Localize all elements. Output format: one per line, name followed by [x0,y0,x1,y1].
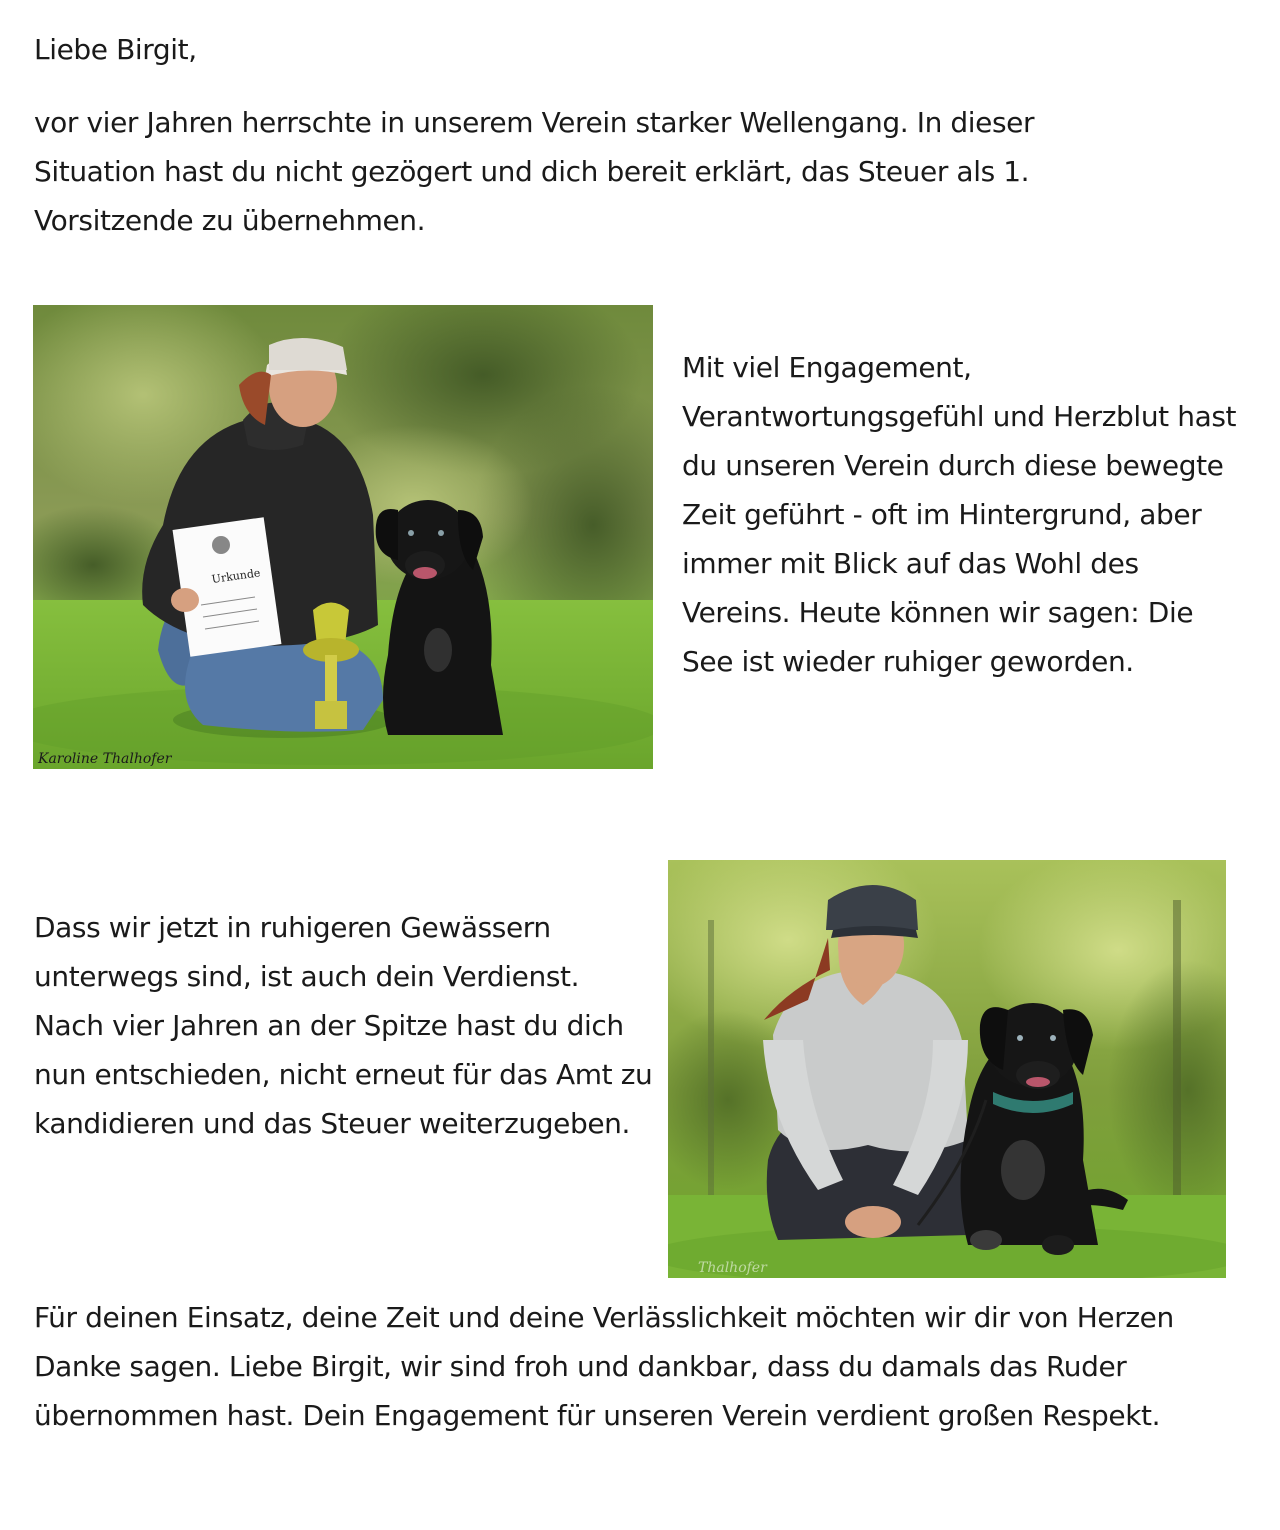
letter-paragraph-4: Für deinen Einsatz, deine Zeit und deine Verlässlichkeit möchten wir dir von Herzen Danke sagen. Liebe Birgit, wir sind froh und dankbar, dass du damals das Ruder übernommen hast. Dein Engagement für unseren Verein verdient großen Respekt. [34,1301,1174,1432]
letter-greeting: Liebe Birgit, [34,33,197,66]
certificate-title: Urkunde [210,566,262,586]
photo-1-illustration [33,305,653,769]
photo-kneeling-with-dog [668,860,1226,1278]
photo-certificate-with-dog [33,305,653,769]
photo-2-illustration [668,860,1226,1278]
letter-paragraph-2: Mit viel Engagement, Verantwortungsgefühl und Herzblut hast du unseren Verein durch diese bewegte Zeit geführt - oft im Hintergrund, aber immer mit Blick auf das Wohl des Vereins. Heute können wir sagen: Die See ist wieder ruhiger geworden. [682,351,1237,678]
letter-paragraph-3: Dass wir jetzt in ruhigeren Gewässern unterwegs sind, ist auch dein Verdienst. Nach vier Jahren an der Spitze hast du dich nun entschieden, nicht erneut für das Amt zu kandidieren und das Steuer weiterzugeben. [34,911,653,1140]
photo-1-credit: Karoline Thalhofer [38,751,172,767]
letter-paragraph-1: vor vier Jahren herrschte in unserem Verein starker Wellengang. In dieser Situation hast du nicht gezögert und dich bereit erklärt, das Steuer als 1. Vorsitzende zu übernehmen. [34,106,1035,237]
photo-2-credit: Thalhofer [698,1260,767,1276]
